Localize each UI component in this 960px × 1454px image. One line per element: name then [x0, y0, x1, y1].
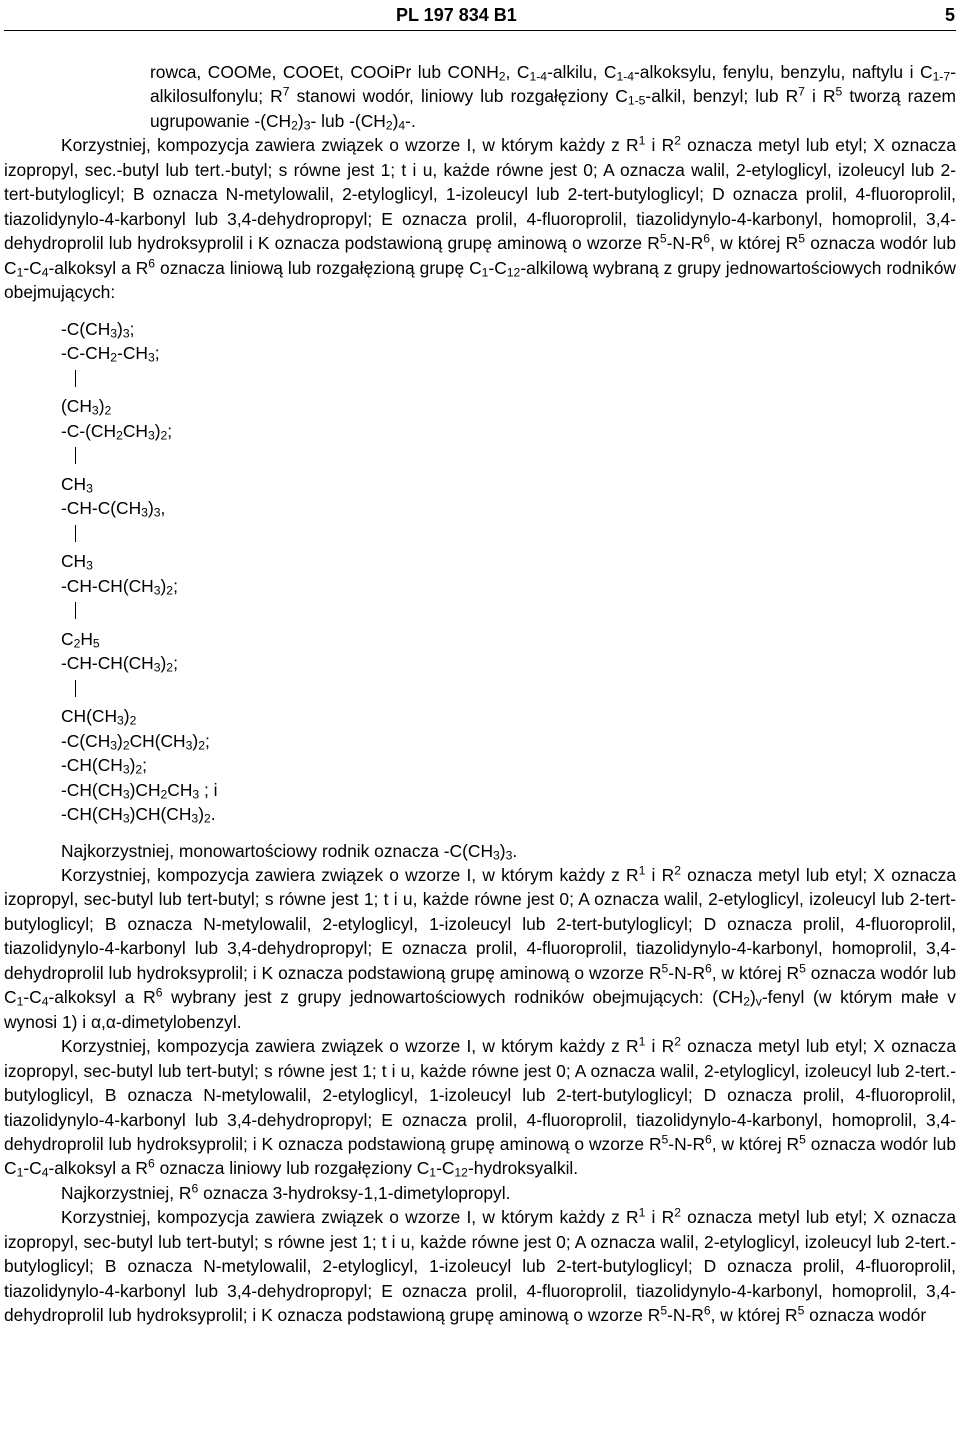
- text-run: ): [129, 755, 136, 776]
- superscript: 5: [660, 1303, 668, 1318]
- subscript: 4: [41, 1166, 49, 1181]
- text-run: )CH(CH: [129, 804, 192, 825]
- superscript: 7: [282, 84, 290, 99]
- subscript: 3: [110, 326, 118, 341]
- text-run: -alkoksyl a R: [48, 1158, 148, 1179]
- paragraph: [4, 1205, 956, 1327]
- text-run: -CH-C(CH: [61, 498, 142, 519]
- superscript: 6: [705, 1132, 712, 1147]
- bond-bar: [75, 602, 76, 619]
- superscript: 1: [638, 863, 646, 878]
- bond-bar: [75, 447, 76, 464]
- subscript: 3: [122, 787, 130, 802]
- subscript: 3: [122, 326, 130, 341]
- subscript: 3: [110, 738, 118, 753]
- subscript: 2: [203, 811, 211, 826]
- subscript: 2: [166, 583, 174, 598]
- text-run: stanowi wodór, liniowy lub rozgałęziony C: [289, 86, 628, 107]
- text-run: -C(CH: [61, 318, 111, 339]
- formula-line: [61, 753, 956, 778]
- text-run: ): [117, 318, 123, 339]
- superscript: 5: [835, 84, 843, 99]
- subscript: 1: [16, 265, 24, 280]
- text-run: ): [192, 730, 199, 751]
- text-run: CH: [167, 779, 193, 800]
- formula-line: [61, 317, 956, 342]
- text-run: ;: [142, 755, 147, 776]
- text-run: -C: [23, 1158, 42, 1179]
- subscript: 3: [86, 558, 93, 573]
- text-run: oznacza liniową lub rozgałęzioną grupę C: [155, 257, 482, 278]
- text-run: CH: [61, 473, 87, 494]
- text-run: -alkoksylu, fenylu, benzylu, naftylu i C: [634, 62, 933, 82]
- text-run: -N-R: [668, 1133, 705, 1154]
- text-run: i R: [804, 86, 836, 107]
- bond-line: [61, 447, 956, 472]
- bond-line: [61, 370, 956, 395]
- text-run: -C: [436, 1158, 455, 1179]
- text-run: CH(CH: [129, 730, 186, 751]
- superscript: 2: [674, 1205, 681, 1220]
- text-run: -N-R: [668, 962, 705, 983]
- formula-line: [61, 394, 956, 419]
- superscript: 2: [674, 1034, 681, 1049]
- subscript: 1: [16, 1166, 24, 1181]
- text-run: )CH: [129, 779, 161, 800]
- formula-line: [61, 729, 956, 754]
- superscript: 5: [798, 231, 805, 246]
- superscript: 6: [148, 255, 156, 270]
- formula-line: [61, 574, 956, 599]
- text-run: -.: [405, 110, 416, 131]
- subscript: 2: [116, 428, 123, 443]
- patent-number: PL 197 834 B1: [396, 5, 517, 25]
- bond-bar: [75, 525, 76, 542]
- text-run: ; i: [199, 779, 218, 800]
- text-run: ): [160, 653, 167, 674]
- text-run: -C(CH: [61, 730, 111, 751]
- formula-line: [61, 704, 956, 729]
- superscript: 1: [638, 133, 646, 148]
- subscript: 2: [135, 762, 143, 777]
- text-run: oznacza metyl lub etyl; X oznacza izopropyl, sec-butyl lub tert-butyl; s równe jest 1; t i u, każde równe jest 0; A oznacza walil, 2-etyloglicyl, izoleucyl lub 2-tert.-butyloglicyl; B oznacza N-metylowalil, 2-etyloglicyl, 1-izoleucyl lub 2-tert-butyloglicyl; D oznacza prolil, 4-fluoroprolil, tiazolidynylo-4-karbonyl lub 3,4-dehydropropyl; E oznacza prolil, 4-fluoroprolil, tiazolidynylo-4-karbonyl, homoprolil, 3,4-dehydroprolil lub hydroksyprolil; i K oznacza podstawioną grupę aminową o wzorze R: [4, 1207, 956, 1326]
- bond-line: [61, 525, 956, 550]
- text-run: -alkilu, C: [547, 62, 617, 82]
- text-run: ;: [167, 420, 173, 441]
- subscript: 4: [41, 994, 49, 1009]
- subscript: 4: [398, 118, 406, 133]
- text-run: oznacza wodór lub C: [4, 962, 956, 1008]
- text-run: -CH(CH: [61, 804, 123, 825]
- text-run: oznacza wodór lub C: [4, 233, 956, 278]
- text-run: oznacza wodór: [804, 1305, 927, 1326]
- text-run: i R: [645, 1036, 675, 1057]
- superscript: 1: [638, 1034, 646, 1049]
- paragraph: [4, 839, 956, 863]
- text-run: -alkoksyl a R: [48, 257, 149, 278]
- text-run: ): [160, 575, 167, 596]
- text-run: CH: [61, 551, 87, 572]
- superscript: 6: [703, 231, 711, 246]
- text-run: oznacza metyl lub etyl; X oznacza izopropyl, sec-butyl lub tert-butyl; s równe jest 1; t i u, każde równe jest 0; A oznacza walil, 2-etyloglicyl, izoleucyl lub 2-tert-butyloglicyl; B oznacza N-metylowalil, 2-etyloglicyl, 1-izoleucyl lub 2-tert-butyloglicyl; D oznacza prolil, 4-fluoroprolil, tiazolidynylo-4-karbonyl lub 3,4-dehydropropyl; E oznacza prolil, 4-fluoroprolil, tiazolidynylo-4-karbonyl, homoprolil, 3,4-dehydroprolil lub hydroksyprolil; i K oznacza podstawioną grupę aminową o wzorze R: [4, 864, 956, 983]
- subscript: 2: [498, 69, 506, 84]
- text-run: ): [98, 396, 105, 417]
- text-run: H: [80, 628, 93, 649]
- header-rule: [4, 30, 956, 31]
- formula-line: [61, 472, 956, 497]
- text-run: - lub -(CH: [310, 110, 386, 131]
- paragraph-continuation: [4, 60, 956, 133]
- subscript: 2: [122, 738, 130, 753]
- text-run: -alkil, benzyl; lub R: [645, 86, 799, 107]
- text-run: oznacza metyl lub etyl; X oznacza izopropyl, sec-butyl lub tert-butyl; s równe jest 1; t i u, każde równe jest 0; A oznacza walil, 2-etyloglicyl, izoleucyl lub 2-tert.-butyloglicyl, B oznacza N-metylowalil, 2-etyloglicyl, 1-izoleucyl lub 2-tert-butyloglicyl; D oznacza prolil, 4-fluoroprolil, tiazolidynylo-4-karbonyl lub 3,4-dehydropropyl; E oznacza prolil, 4-fluoroprolil, tiazolidynylo-4-karbonyl, homoprolil, 3,4-dehydroprolil lub hydroksyprolil; i K oznacza podstawioną grupę aminową o wzorze R: [4, 1036, 956, 1154]
- text-run: Korzystniej, kompozycja zawiera związek o wzorze I, w którym każdy z R: [61, 1036, 639, 1057]
- text-run: Korzystniej, kompozycja zawiera związek o wzorze I, w którym każdy z R: [61, 864, 639, 885]
- text-run: oznacza metyl lub etyl; X oznacza izopropyl, sec.-butyl lub tert.-butyl; s równe jest 1; t i u, każde równe jest 0; A oznacza walil, 2-etyloglicyl, izoleucyl lub 2-tert-butyloglicyl; B oznacza N-metylowalil, 2-etyloglicyl, 1-izoleucyl lub 2-tert-butyloglicyl; D oznacza prolil, 4-fluoroprolil, tiazolidynylo-4-karbonyl lub 3,4-dehydropropyl; E oznacza prolil, 4-fluoroprolil, tiazolidynylo-4-karbonyl, homoprolil, 3,4-dehydroprolil lub hydroksyprolil i K oznacza podstawioną grupę aminową o wzorze R: [4, 135, 956, 254]
- text-run: ): [392, 110, 399, 131]
- text-run: .: [512, 840, 518, 861]
- subscript: 3: [117, 713, 124, 728]
- text-run: ): [297, 110, 304, 131]
- superscript: 2: [674, 863, 681, 878]
- subscript: 3: [141, 505, 148, 520]
- subscript: 12: [506, 265, 521, 280]
- superscript: 6: [155, 985, 163, 1000]
- subscript: 3: [185, 738, 193, 753]
- text-run: ): [499, 840, 506, 861]
- text-run: Korzystniej, kompozycja zawiera związek o wzorze I, w którym każdy z R: [61, 135, 639, 156]
- text-run: -CH-CH(CH: [61, 575, 154, 596]
- superscript: 6: [705, 961, 712, 976]
- subscript: 3: [153, 505, 161, 520]
- formula-line: [61, 341, 956, 366]
- subscript: 1: [16, 994, 24, 1009]
- subscript: 3: [122, 762, 130, 777]
- text-run: -CH: [117, 343, 148, 364]
- subscript: 2: [110, 350, 118, 365]
- superscript: 5: [799, 961, 806, 976]
- text-run: -alkoksyl a R: [48, 987, 156, 1008]
- subscript: 3: [303, 118, 311, 133]
- text-run: -C: [23, 257, 42, 278]
- text-run: -N-R: [667, 1305, 704, 1326]
- text-run: i R: [645, 864, 675, 885]
- formula-line: [61, 496, 956, 521]
- superscript: 5: [797, 1303, 805, 1318]
- subscript: 3: [147, 428, 155, 443]
- text-run: ;: [154, 343, 160, 364]
- text-run: Korzystniej, kompozycja zawiera związek o wzorze I, w którym każdy z R: [61, 1207, 639, 1228]
- subscript: 2: [198, 738, 205, 753]
- formula-line: [61, 549, 956, 574]
- formula-list: [4, 317, 956, 827]
- subscript: 2: [104, 403, 112, 418]
- subscript: 3: [122, 811, 130, 826]
- text-run: (CH: [61, 396, 92, 417]
- formula-line: [61, 802, 956, 827]
- text-run: ;: [173, 575, 178, 596]
- paragraph: [4, 1181, 956, 1205]
- text-run: wybrany jest z grupy jednowartościowych rodników obejmujących: (CH: [162, 987, 744, 1008]
- subscript: v: [755, 994, 762, 1009]
- subscript: 2: [743, 994, 750, 1009]
- text-run: .: [210, 804, 216, 825]
- subscript: 2: [73, 636, 81, 651]
- text-run: Najkorzystniej, R: [61, 1182, 192, 1203]
- formula-line: [61, 627, 956, 652]
- text-run: CH: [122, 420, 148, 441]
- text-run: ): [123, 706, 130, 727]
- paragraph: [4, 133, 956, 304]
- subscript: 3: [153, 583, 161, 598]
- text-run: -C: [488, 257, 507, 278]
- text-run: Najkorzystniej, monowartościowy rodnik oznacza -C(CH: [61, 840, 494, 861]
- text-run: ,: [160, 498, 166, 519]
- subscript: 3: [147, 350, 155, 365]
- text-run: -CH(CH: [61, 779, 123, 800]
- subscript: 3: [91, 403, 99, 418]
- subscript: 1-7: [932, 69, 951, 84]
- subscript: 2: [385, 118, 393, 133]
- subscript: 1-4: [616, 69, 635, 84]
- text-run: , w której R: [710, 1305, 798, 1326]
- subscript: 2: [160, 428, 168, 443]
- text-run: , w której R: [711, 1133, 800, 1154]
- text-run: -alkilosulfonylu; R: [150, 62, 956, 107]
- superscript: 5: [661, 961, 669, 976]
- text-run: -N-R: [666, 233, 704, 254]
- subscript: 4: [41, 265, 49, 280]
- superscript: 6: [191, 1181, 199, 1196]
- text-run: , w której R: [711, 962, 800, 983]
- subscript: 12: [454, 1166, 468, 1181]
- superscript: 5: [661, 1132, 669, 1147]
- subscript: 3: [505, 848, 513, 863]
- document-body: [4, 60, 956, 1328]
- subscript: 1-4: [529, 69, 548, 84]
- text-run: -alkilową wybraną z grupy jednowartościowych rodników obejmujących:: [4, 257, 956, 303]
- text-run: -CH-CH(CH: [61, 653, 154, 674]
- text-run: ): [154, 420, 161, 441]
- text-run: -C-(CH: [61, 420, 117, 441]
- text-run: oznacza 3-hydroksy-1,1-dimetylopropyl.: [198, 1182, 511, 1203]
- subscript: 3: [493, 848, 500, 863]
- text-run: i R: [645, 135, 675, 156]
- text-run: C: [61, 628, 74, 649]
- text-run: ;: [173, 653, 178, 674]
- superscript: 7: [798, 84, 805, 99]
- subscript: 1: [429, 1166, 437, 1181]
- text-run: -C-CH: [61, 343, 111, 364]
- subscript: 2: [129, 713, 137, 728]
- text-run: , w której R: [710, 233, 799, 254]
- subscript: 5: [92, 636, 100, 651]
- subscript: 2: [160, 787, 168, 802]
- subscript: 3: [86, 481, 93, 496]
- text-run: -CH(CH: [61, 755, 123, 776]
- bond-bar: [75, 680, 76, 697]
- text-run: ;: [204, 730, 210, 751]
- superscript: 5: [659, 231, 667, 246]
- formula-line: [61, 778, 956, 803]
- subscript: 2: [166, 660, 174, 675]
- superscript: 6: [703, 1303, 711, 1318]
- superscript: 1: [638, 1205, 646, 1220]
- text-run: ): [749, 987, 756, 1008]
- formula-line: [61, 419, 956, 444]
- subscript: 3: [191, 811, 199, 826]
- text-run: rowca, COOMe, COOEt, COOiPr lub CONH: [150, 62, 499, 82]
- formula-line: [61, 651, 956, 676]
- page-number: 5: [944, 5, 955, 25]
- bond-bar: [75, 370, 76, 387]
- text-run: , C: [505, 62, 530, 82]
- bond-line: [61, 602, 956, 627]
- subscript: 2: [291, 118, 298, 133]
- paragraph: [4, 863, 956, 1034]
- text-run: i R: [645, 1207, 675, 1228]
- text-run: ): [117, 730, 123, 751]
- bond-line: [61, 680, 956, 705]
- subscript: 1-5: [627, 94, 646, 109]
- superscript: 2: [674, 133, 681, 148]
- superscript: 5: [799, 1132, 806, 1147]
- paragraph: [4, 1034, 956, 1181]
- text-run: ;: [129, 318, 135, 339]
- text-run: oznacza wodór lub C: [4, 1133, 956, 1179]
- text-run: ): [198, 804, 204, 825]
- subscript: 3: [153, 660, 161, 675]
- text-run: -C: [23, 987, 42, 1008]
- text-run: tworzą razem ugrupowanie -(CH: [150, 86, 956, 131]
- text-run: -hydroksyalkil.: [467, 1158, 579, 1179]
- subscript: 1: [481, 265, 489, 280]
- superscript: 6: [148, 1156, 155, 1171]
- text-run: CH(CH: [61, 706, 118, 727]
- subscript: 3: [192, 787, 200, 802]
- text-run: oznacza liniowy lub rozgałęziony C: [154, 1158, 430, 1179]
- text-run: ): [147, 498, 154, 519]
- text-run: -fenyl (w którym małe v wynosi 1) i α,α-dimetylobenzyl.: [4, 987, 956, 1032]
